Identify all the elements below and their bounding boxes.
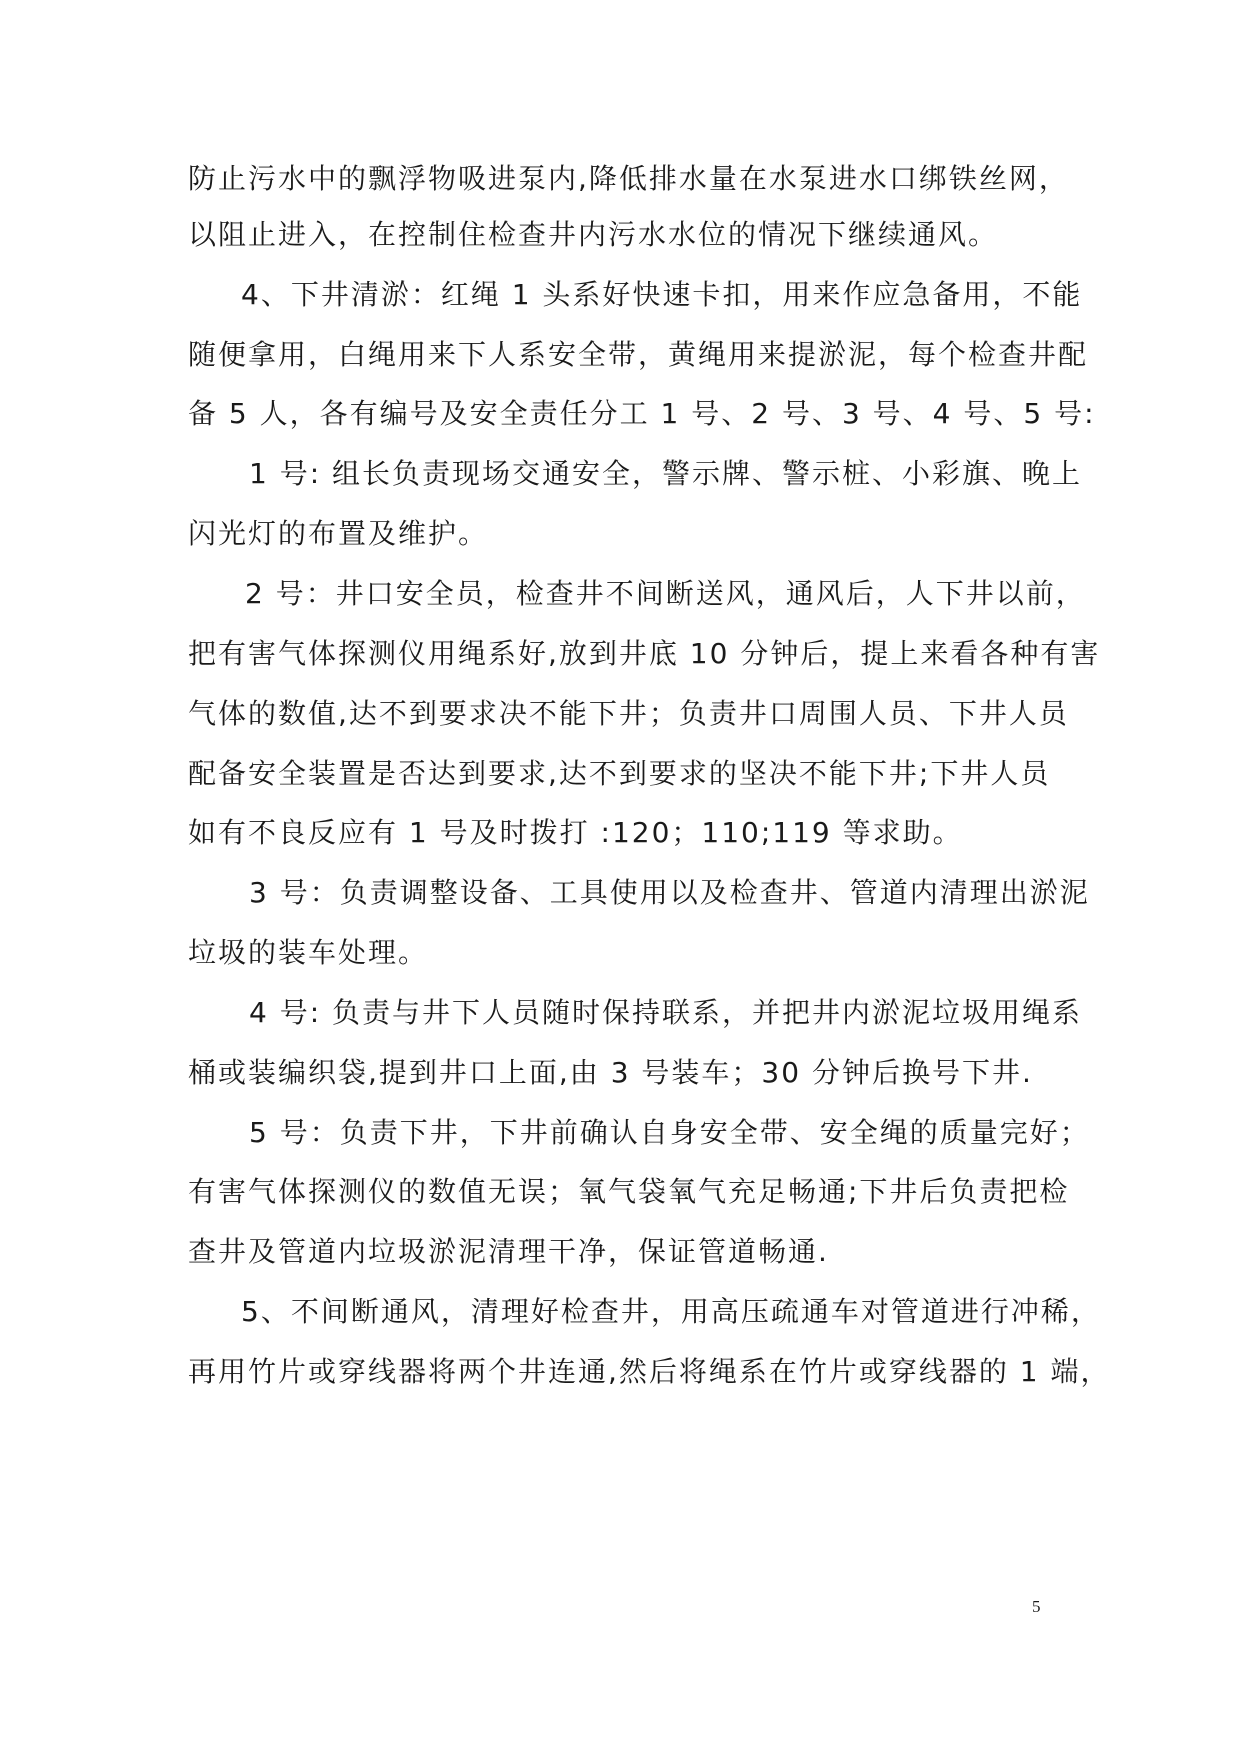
text-line: 把有害气体探测仪用绳系好,放到井底 10 分钟后，提上来看各种有害 — [188, 637, 1101, 670]
page-number: 5 — [1032, 1597, 1041, 1616]
text-line: 以阻止进入，在控制住检查井内污水水位的情况下继续通风。 — [188, 218, 999, 251]
paragraph-start-line: 4 号: 负责与井下人员随时保持联系，并把井内淤泥垃圾用绳系 — [249, 996, 1083, 1029]
text-line: 垃圾的装车处理。 — [188, 936, 429, 969]
paragraph-start-line: 4、下井清淤：红绳 1 头系好快速卡扣，用来作应急备用，不能 — [241, 278, 1083, 311]
text-line: 气体的数值,达不到要求决不能下井；负责井口周围人员、下井人员 — [188, 697, 1069, 730]
text-line: 桶或装编织袋,提到井口上面,由 3 号装车；30 分钟后换号下井. — [188, 1056, 1033, 1089]
text-line: 备 5 人，各有编号及安全责任分工 1 号、2 号、3 号、4 号、5 号: — [188, 397, 1096, 430]
paragraph-start-line: 5、不间断通风，清理好检查井，用高压疏通车对管道进行冲稀， — [241, 1295, 1101, 1328]
paragraph-start-line: 3 号：负责调整设备、工具使用以及检查井、管道内清理出淤泥 — [249, 876, 1090, 909]
paragraph-start-line: 1 号: 组长负责现场交通安全，警示牌、警示桩、小彩旗、晚上 — [249, 457, 1083, 490]
text-line: 如有不良反应有 1 号及时拨打 :120；110;119 等求助。 — [188, 816, 963, 849]
text-line: 有害气体探测仪的数值无误；氧气袋氧气充足畅通;下井后负责把检 — [188, 1175, 1070, 1208]
paragraph-start-line: 5 号：负责下井，下井前确认自身安全带、安全绳的质量完好； — [249, 1116, 1090, 1149]
text-line: 再用竹片或穿线器将两个井连通,然后将绳系在竹片或穿线器的 1 端， — [188, 1355, 1111, 1388]
text-line: 随便拿用，白绳用来下人系安全带，黄绳用来提淤泥，每个检查井配 — [188, 338, 1089, 371]
text-line: 闪光灯的布置及维护。 — [188, 517, 489, 550]
paragraph-start-line: 2 号：井口安全员，检查井不间断送风，通风后，人下井以前， — [245, 577, 1086, 610]
text-line: 防止污水中的飘浮物吸进泵内,降低排水量在水泵进水口绑铁丝网， — [188, 162, 1069, 195]
text-line: 查井及管道内垃圾淤泥清理干净，保证管道畅通. — [188, 1235, 829, 1268]
text-line: 配备安全装置是否达到要求,达不到要求的坚决不能下井;下井人员 — [188, 757, 1051, 790]
